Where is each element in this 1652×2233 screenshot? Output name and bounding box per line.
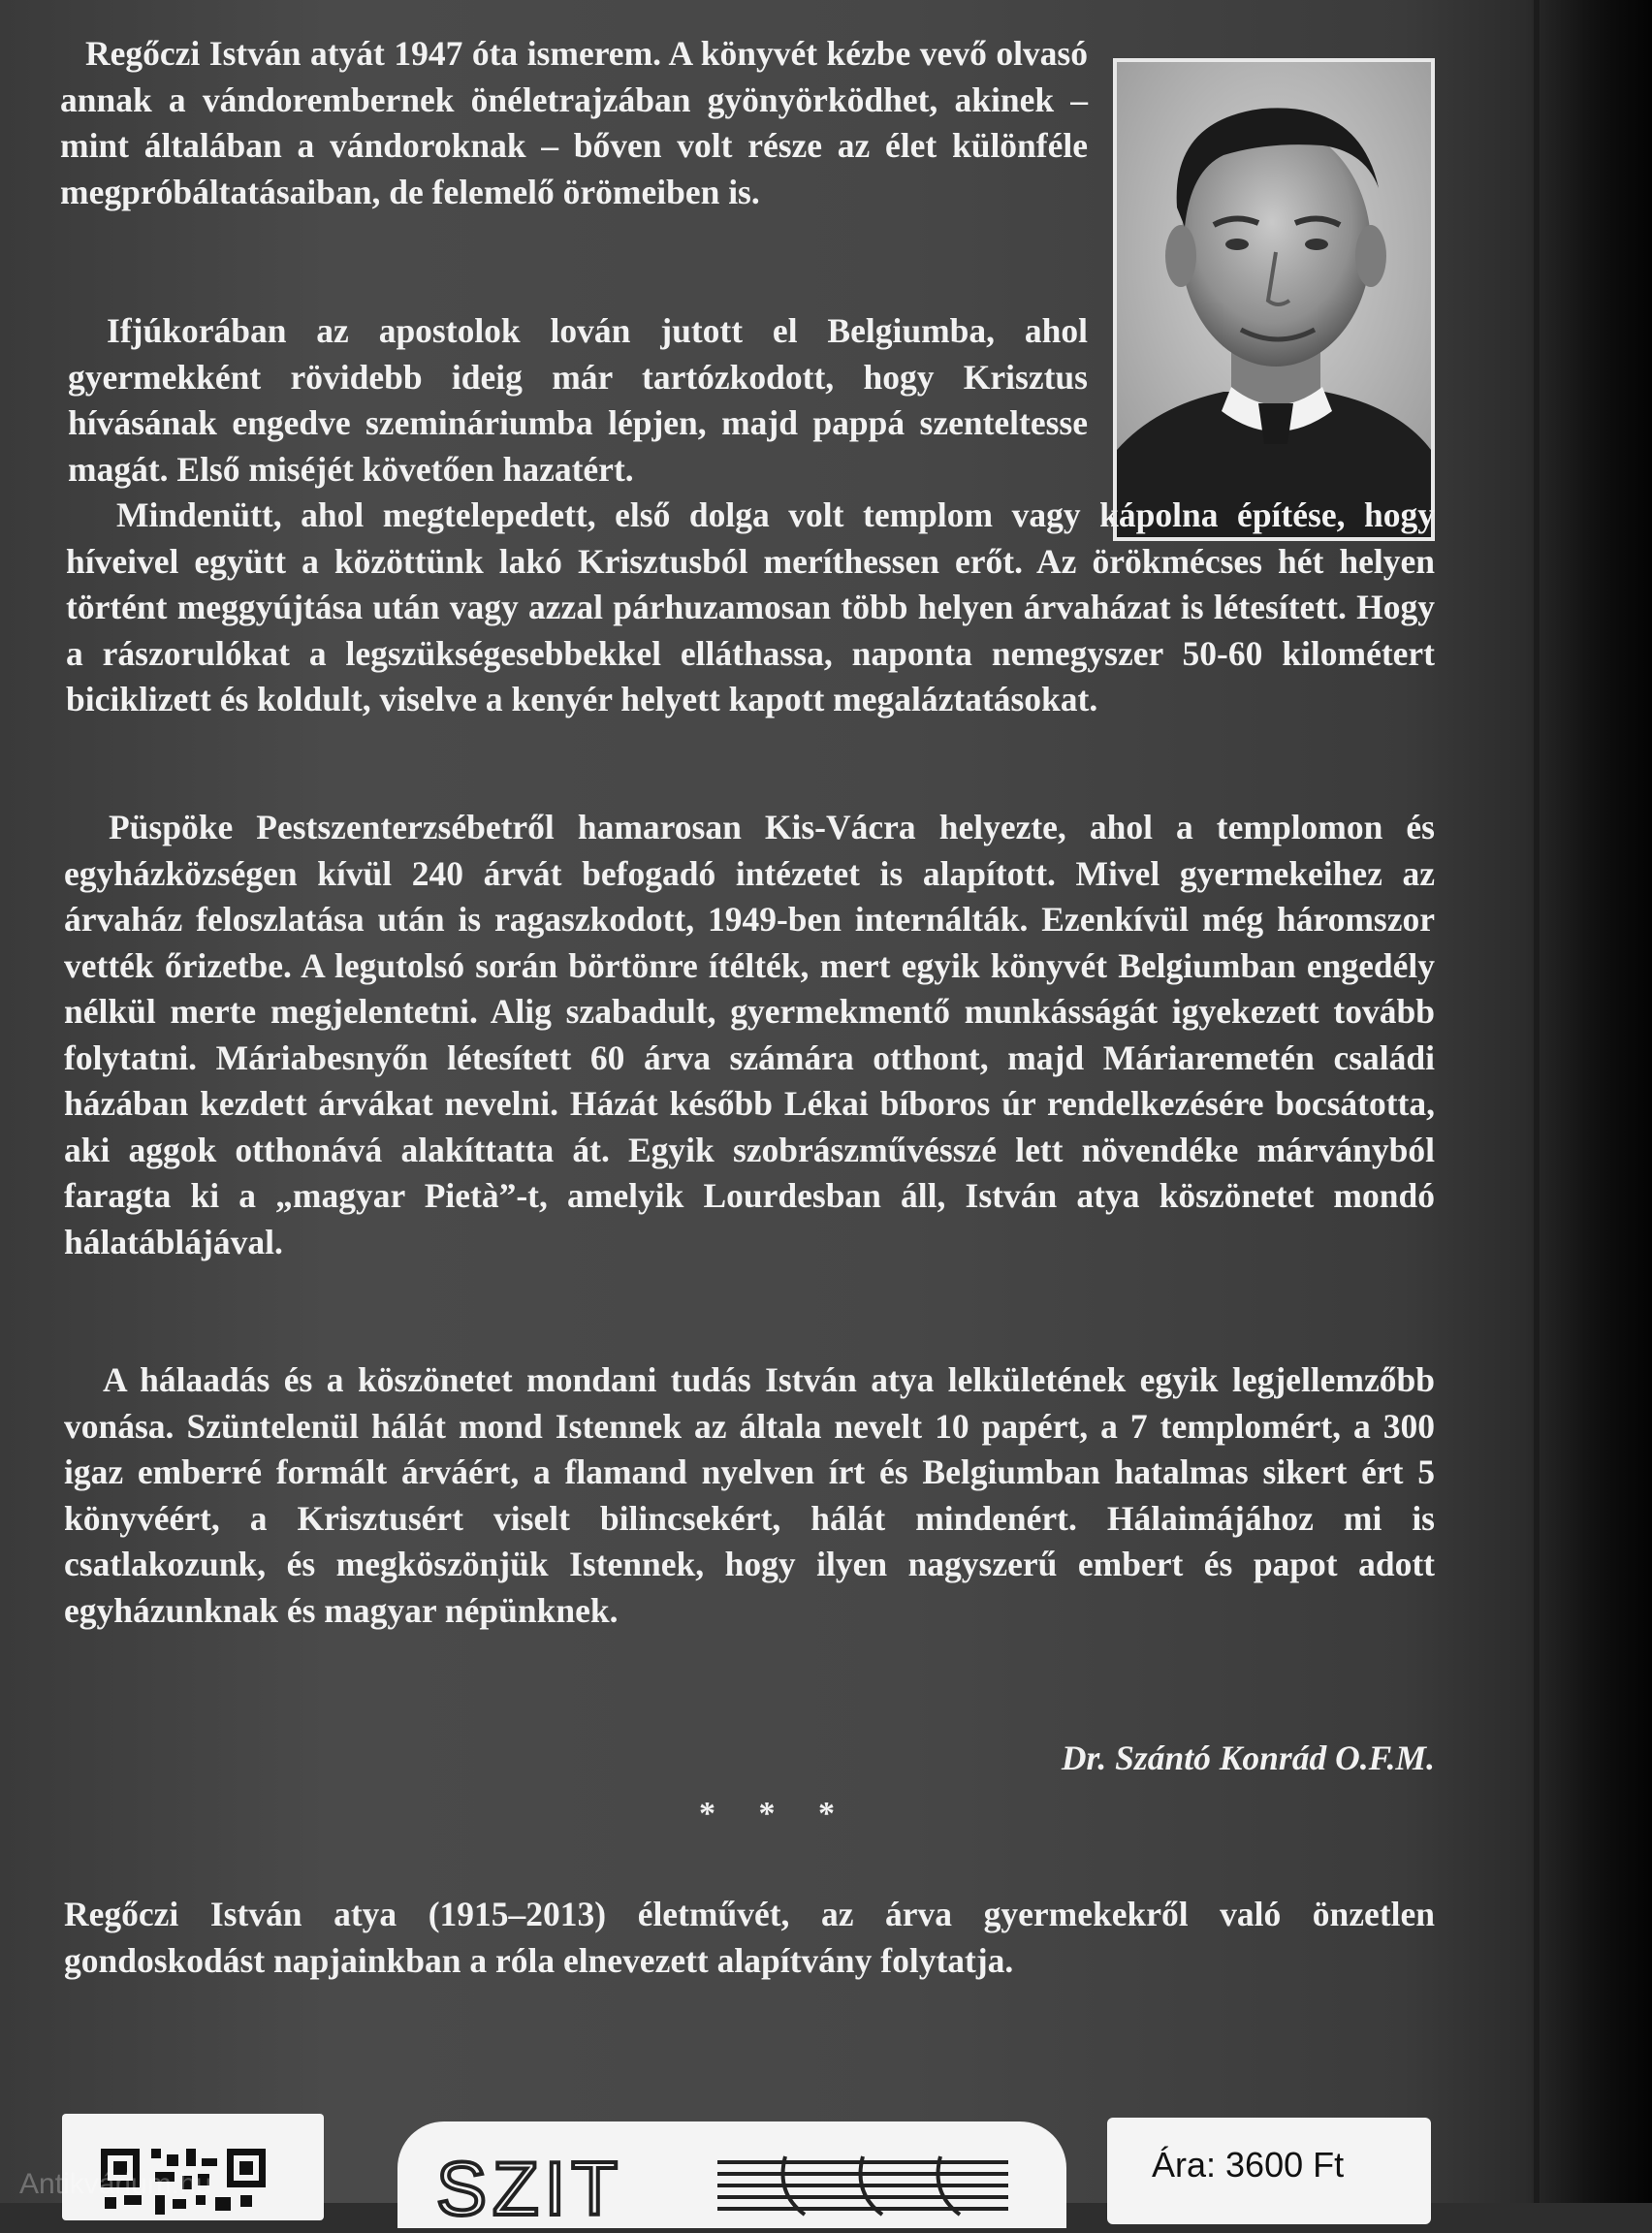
price-label: Ára: 3600 Ft — [1152, 2145, 1345, 2185]
watermark-text: Antikvárium.hu — [19, 2168, 212, 2200]
portrait-image — [1117, 62, 1431, 537]
paragraph-intro: Regőczi István atyát 1947 óta ismerem. A könyvét kézbe vevő olvasó annak a vándorembernek önéletrajzában gyönyörködhet, akinek – mint általában a vándoroknak – bőven volt része az élet különféle megpróbáltatásaiban, de felemelő örömeiben is. — [60, 34, 1088, 211]
qr-code-box — [62, 2114, 324, 2220]
publisher-logo — [397, 2121, 1066, 2231]
publisher-name: SZIT — [436, 2146, 623, 2231]
spine-shadow — [1526, 0, 1652, 2203]
author-signature: Dr. Szántó Konrád O.F.M. — [1061, 1739, 1435, 1777]
publisher-emblem-icon — [717, 2154, 1028, 2222]
section-separator: * * * — [699, 1796, 852, 1832]
spine-edge — [1534, 0, 1540, 2203]
paragraph-churches: Mindenütt, ahol megtelepedett, első dolga volt templom vagy kápolna építése, hogy híveivel együtt a közöttünk lakó Krisztusból meríthessen erőt. Az örökmécses hét helyen történt meggyújtása után vagy azzal párhuzamosan több helyen árvaházat is létesített. Hogy a rászorulókat a legszükségesebbekkel elláthassa, naponta nemegyszer 50-60 kilométert biciklizett és koldult, viselve a kenyér helyett kapott megaláztatásokat. — [66, 495, 1435, 718]
paragraph-gratitude: A hálaadás és a köszönetet mondani tudás István atya lelkületének egyik legjellemzőbb vonása. Szüntelenül hálát mond Istennek az általa nevelt 10 papért, a 7 templomért, a 300 igaz emberré formált árváért, a flamand nyelven írt és Belgiumban hatalmas sikert ért 5 könyvéért, a Krisztusért viselt bilincsekért, hálát mindenért. Hálaimájához mi is csatlakozunk, és megköszönjük Istennek, hogy ilyen nagyszerű embert és papot adott egyházunknak és magyar népünknek. — [64, 1360, 1435, 1630]
price-box — [1107, 2118, 1431, 2224]
priest-portrait-photo — [1113, 58, 1435, 541]
foundation-note: Regőczi István atya (1915–2013) életművét, az árva gyermekekről való önzetlen gondoskodást napjainkban a róla elnevezett alapítvány folytatja. — [64, 1895, 1435, 1980]
paragraph-orphanage: Püspöke Pestszenterzsébetről hamarosan Kis-Vácra helyezte, ahol a templomon és egyházközségen kívül 240 árvát befogadó intézetet is alapított. Mivel gyermekeihez az árvaház feloszlatása után is ragaszkodott, 1949-ben internálták. Ezenkívül még háromszor vették őrizetbe. A legutolsó során börtönre ítélték, mert egyik könyvét Belgiumban engedély nélkül merte megjelentetni. Alig szabadult, gyermekmentő munkásságát igyekezett tovább folytatni. Máriabesnyőn létesített 60 árva számára otthont, majd Máriaremetén családi házában kezdett árvákat nevelni. Házát később Lékai bíboros úr rendelkezésére bocsátotta, aki aggok otthonává alakíttatta át. Egyik szobrászművésszé lett növendéke márványból faragta ki a „magyar Pietà”-t, amelyik Lourdesban áll, István atya köszönetet mondó hálatáblájával. — [64, 808, 1435, 1261]
paragraph-youth: Ifjúkorában az apostolok lován jutott el Belgiumba, ahol gyermekként rövidebb ideig már tartózkodott, hogy Krisztus hívásának engedve szemináriumba lépjen, majd pappá szenteltesse magát. Első miséjét követően hazatért. — [68, 311, 1088, 489]
